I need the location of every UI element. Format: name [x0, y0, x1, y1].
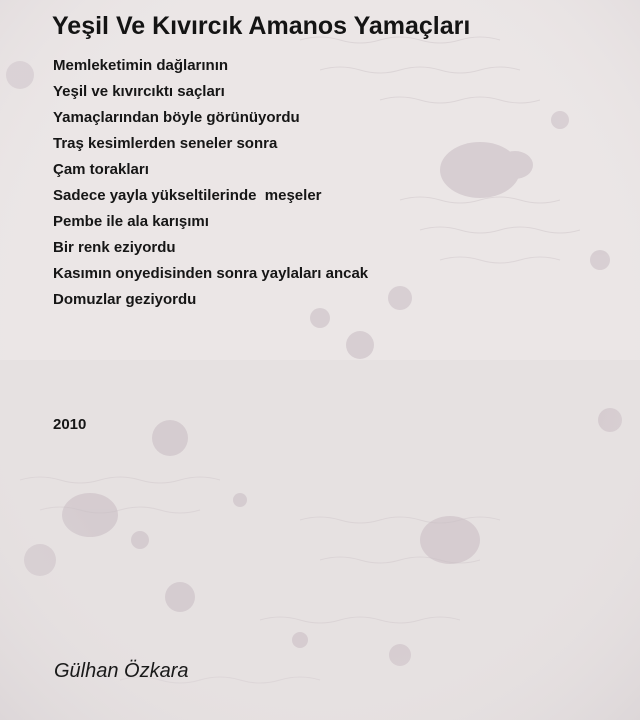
poem-line: Traş kesimlerden seneler sonra — [53, 135, 278, 152]
poem-title: Yeşil Ve Kıvırcık Amanos Yamaçları — [52, 12, 471, 40]
poem-line: Yamaçlarından böyle görünüyordu — [53, 109, 300, 126]
poem-line: Yeşil ve kıvırcıktı saçları — [53, 83, 225, 100]
poem-verses — [53, 53, 368, 313]
poem-line: Bir renk eziyordu — [53, 239, 176, 256]
poem-author: Gülhan Özkara — [54, 660, 189, 682]
poem-line: Kasımın onyedisinden sonra yaylaları ancak — [53, 265, 369, 282]
poem-line: Pembe ile ala karışımı — [53, 213, 209, 230]
poem-line: Çam torakları — [53, 161, 149, 178]
poem-line: Sadece yayla yükseltilerinde meşeler — [53, 187, 322, 204]
poem-line: Domuzlar geziyordu — [53, 291, 197, 308]
poem-year: 2010 — [53, 416, 87, 433]
poem-line: Memleketimin dağlarının — [53, 57, 229, 74]
